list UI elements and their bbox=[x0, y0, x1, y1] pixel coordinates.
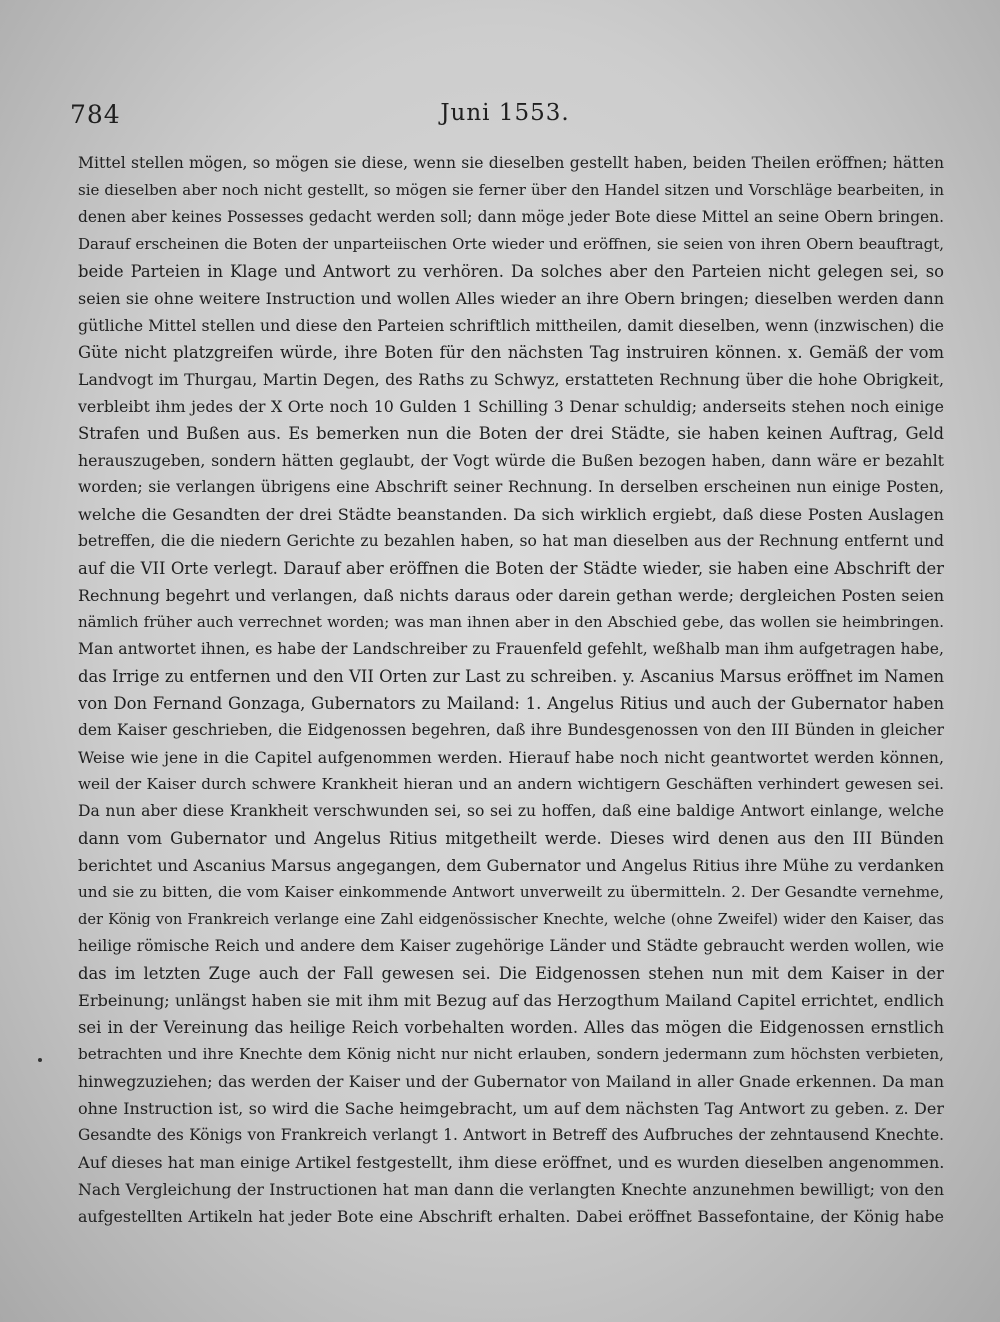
text-line: das Irrige zu entfernen und den VII Orten zur Last zu schreiben. y. Ascanius Marsus eröffnet im Namen bbox=[78, 667, 944, 686]
page-header bbox=[70, 100, 940, 136]
text-line: verbleibt ihm jedes der X Orte noch 10 Gulden 1 Schilling 3 Denar schuldig; anderseits stehen noch einige bbox=[78, 397, 944, 416]
text-line: Güte nicht platzgreifen würde, ihre Boten für den nächsten Tag instruiren können. x. Gemäß der vom bbox=[78, 343, 944, 362]
text-line: berichtet und Ascanius Marsus angegangen, dem Gubernator und Angelus Ritius ihre Mühe zu verdanken bbox=[78, 856, 944, 875]
text-line: weil der Kaiser durch schwere Krankheit hieran und an andern wichtigern Geschäften verhindert gewesen sei. bbox=[78, 775, 944, 793]
text-line: Weise wie jene in die Capitel aufgenommen werden. Hierauf habe noch nicht geantwortet werden können, bbox=[78, 748, 944, 767]
text-line: Mittel stellen mögen, so mögen sie diese, wenn sie dieselben gestellt haben, beiden Theilen eröffnen; hätten bbox=[78, 154, 944, 172]
text-line: sei in der Vereinung das heilige Reich vorbehalten worden. Alles das mögen die Eidgenossen ernstlich bbox=[78, 1018, 944, 1037]
text-line: worden; sie verlangen übrigens eine Abschrift seiner Rechnung. In derselben erscheinen nun einige Posten, bbox=[78, 478, 944, 496]
text-line: und sie zu bitten, die vom Kaiser einkommende Antwort unverweilt zu übermitteln. 2. Der Gesandte vernehme, bbox=[78, 883, 944, 901]
text-line: das im letzten Zuge auch der Fall gewesen sei. Die Eidgenossen stehen nun mit dem Kaiser in der bbox=[78, 964, 944, 983]
margin-speck bbox=[38, 1058, 42, 1062]
running-head: Juni 1553. bbox=[440, 100, 570, 126]
body-text bbox=[78, 150, 944, 1230]
text-line: Auf dieses hat man einige Artikel festgestellt, ihm diese eröffnet, und es wurden dieselben angenommen. bbox=[78, 1153, 944, 1172]
text-line: Gesandte des Königs von Frankreich verlangt 1. Antwort in Betreff des Aufbruches der zehntausend Knechte. bbox=[78, 1126, 944, 1144]
text-line: hinwegzuziehen; das werden der Kaiser und der Gubernator von Mailand in aller Gnade erkennen. Da man bbox=[78, 1072, 944, 1091]
text-line: betreffen, die die niedern Gerichte zu bezahlen haben, so hat man dieselben aus der Rechnung entfernt und bbox=[78, 532, 944, 550]
text-line: Landvogt im Thurgau, Martin Degen, des Raths zu Schwyz, erstatteten Rechnung über die hohe Obrigkeit, bbox=[78, 370, 944, 389]
text-line: ohne Instruction ist, so wird die Sache heimgebracht, um auf dem nächsten Tag Antwort zu geben. z. Der bbox=[78, 1099, 944, 1118]
text-line: dann vom Gubernator und Angelus Ritius mitgetheilt werde. Dieses wird denen aus den III Bünden bbox=[78, 829, 944, 848]
text-line: dem Kaiser geschrieben, die Eidgenossen begehren, daß ihre Bundesgenossen von den III Bünden in gleicher bbox=[78, 721, 944, 739]
text-line: aufgestellten Artikeln hat jeder Bote eine Abschrift erhalten. Dabei eröffnet Bassefontaine, der König habe bbox=[78, 1207, 944, 1226]
text-line: Strafen und Bußen aus. Es bemerken nun die Boten der drei Städte, sie haben keinen Auftrag, Geld bbox=[78, 424, 944, 443]
text-line: gütliche Mittel stellen und diese den Parteien schriftlich mittheilen, damit dieselben, wenn (inzwischen) die bbox=[78, 316, 944, 335]
text-line: betrachten und ihre Knechte dem König nicht nur nicht erlauben, sondern jedermann zum höchsten verbieten, bbox=[78, 1045, 944, 1063]
text-line: Darauf erscheinen die Boten der unparteiischen Orte wieder und eröffnen, sie seien von ihren Obern beauftragt, bbox=[78, 235, 944, 253]
text-line: heilige römische Reich und andere dem Kaiser zugehörige Länder und Städte gebraucht werden wollen, wie bbox=[78, 937, 944, 955]
text-line: denen aber keines Possesses gedacht werden soll; dann möge jeder Bote diese Mittel an seine Obern bringen. bbox=[78, 208, 944, 226]
text-line: seien sie ohne weitere Instruction und wollen Alles wieder an ihre Obern bringen; dieselben werden dann bbox=[78, 289, 944, 308]
text-line: welche die Gesandten der drei Städte beanstanden. Da sich wirklich ergiebt, daß diese Posten Auslagen bbox=[78, 505, 944, 524]
text-line: herauszugeben, sondern hätten geglaubt, der Vogt würde die Bußen bezogen haben, dann wäre er bezahlt bbox=[78, 451, 944, 470]
page-number: 784 bbox=[70, 100, 121, 129]
text-line: Erbeinung; unlängst haben sie mit ihm mit Bezug auf das Herzogthum Mailand Capitel errichtet, endlich bbox=[78, 991, 944, 1010]
text-line: Rechnung begehrt und verlangen, daß nichts daraus oder darein gethan werde; dergleichen Posten seien bbox=[78, 586, 944, 605]
text-line: nämlich früher auch verrechnet worden; was man ihnen aber in den Abschied gebe, das wollen sie heimbringen. bbox=[78, 613, 944, 631]
text-line: beide Parteien in Klage und Antwort zu verhören. Da solches aber den Parteien nicht gelegen sei, so bbox=[78, 262, 944, 281]
text-line: Man antwortet ihnen, es habe der Landschreiber zu Frauenfeld gefehlt, weßhalb man ihm aufgetragen habe, bbox=[78, 640, 944, 658]
text-line: Da nun aber diese Krankheit verschwunden sei, so sei zu hoffen, daß eine baldige Antwort einlange, welche bbox=[78, 802, 944, 820]
text-line: Nach Vergleichung der Instructionen hat man dann die verlangten Knechte anzunehmen bewilligt; von den bbox=[78, 1180, 944, 1199]
text-line: von Don Fernand Gonzaga, Gubernators zu Mailand: 1. Angelus Ritius und auch der Gubernator haben bbox=[78, 694, 944, 713]
text-line: sie dieselben aber noch nicht gestellt, so mögen sie ferner über den Handel sitzen und Vorschläge bearbeiten, in bbox=[78, 181, 944, 199]
text-line: der König von Frankreich verlange eine Zahl eidgenössischer Knechte, welche (ohne Zweifel) wider den Kaiser, das bbox=[78, 911, 944, 928]
text-line: auf die VII Orte verlegt. Darauf aber eröffnen die Boten der Städte wieder, sie haben eine Abschrift der bbox=[78, 559, 944, 578]
